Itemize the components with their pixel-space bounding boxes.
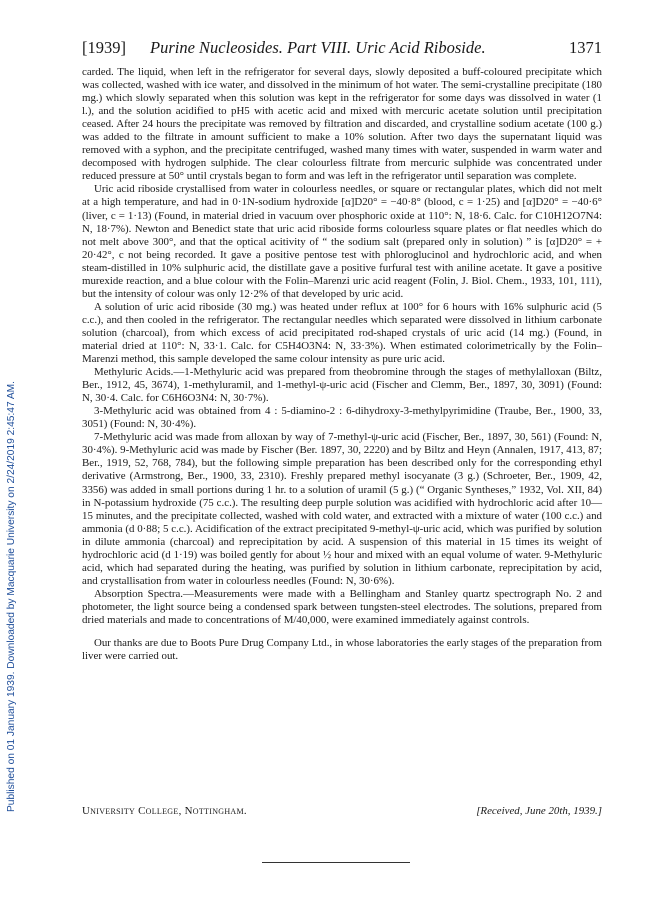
received-date: [Received, June 20th, 1939.] — [476, 805, 602, 817]
page-number: 1371 — [569, 38, 602, 57]
paragraph-3-methyluric: 3-Methyluric acid was obtained from 4 : 5-diamino-2 : 6-dihydroxy-3-methylpyrimidine (Traube, Ber., 1900, 33, 3051) (Found: N, 30·4%). — [82, 405, 602, 431]
paragraph-methyluric-acids: Methyluric Acids.—1-Methyluric acid was prepared from theobromine through the stages of methylalloxan (Biltz, Ber., 1912, 45, 3674), 1-methyluramil, and 1-methyl-ψ-uric acid (Fischer and Clemm, Ber., 1897, 30, 3091) (Found: N, 30·4. Calc. for C6H6O3N4: N, 30·7%). — [82, 366, 602, 405]
running-header — [82, 38, 602, 62]
paragraph-hydrolysis: A solution of uric acid riboside (30 mg.) was heated under reflux at 100° for 6 hours with 16% sulphuric acid (5 c.c.), and then cooled in the refrigerator. The rectangular needles which separated were dissolved in lithium carbonate solution (charcoal), from which excess of acid precipitated rod-shaped crystals of uric acid (14 mg.) (Found, in material dried at 110°: N, 33·1. Calc. for C5H4O3N4: N, 33·3%). When estimated colorimetrically by the Folin–Marenzi method, this sample developed the same colour intensity as pure uric acid. — [82, 300, 602, 366]
end-rule — [262, 862, 410, 863]
article-footer — [82, 805, 602, 821]
paragraph-absorption-spectra: Absorption Spectra.—Measurements were made with a Bellingham and Stanley quartz spectrograph No. 2 and photometer, the light source being a condensed spark between tungsten-steel electrodes. The solutions, prepared from dried materials and made to concentrations of M/40,000, were examined immediately against controls. — [82, 587, 602, 626]
download-watermark: Published on 01 January 1939. Downloaded by Macquarie University on 2/24/2019 2:45:47 AM. — [6, 381, 17, 812]
paragraph-acknowledgement: Our thanks are due to Boots Pure Drug Company Ltd., in whose laboratories the early stages of the preparation from liver were carried out. — [82, 637, 602, 663]
paragraph-7-9-methyluric: 7-Methyluric acid was made from alloxan by way of 7-methyl-ψ-uric acid (Fischer, Ber., 1897, 30, 561) (Found: N, 30·4%). 9-Methyluric acid was made by Fischer (Ber. 1897, 30, 2220) and by Biltz and Heyn (Annalen, 1917, 413, 87; Ber., 1919, 52, 768, 784), but the following simple preparation has been described only for the corresponding ethyl derivative (Armstrong, Ber., 1900, 33, 2310). Freshly prepared methyl isocyanate (3 g.) (Schroeter, Ber., 1909, 42, 3356) was added in small portions during 1 hr. to a solution of uramil (5 g.) (“ Organic Syntheses,” 1932, Vol. XII, 84) in N-potassium hydroxide (75 c.c.). The resulting deep purple solution was acidified with hydrochloric acid after 10—15 minutes, and the precipitate collected, washed with cold water, and extracted with a mixture of water (100 c.c.) and ammonia (d 0·88; 5 c.c.). Acidification of the extract precipitated 9-methyl-ψ-uric acid, which was purified by solution in dilute ammonia (charcoal) and reprecipitation by acid. A suspension of this material in 15 times its weight of hydrochloric acid (d 1·19) was boiled gently for about ½ hour and mixed with an equal volume of water. 9-Methyluric acid, which had separated during the heating, was purified by solution in lithium carbonate, reprecipitation by acid, and crystallisation from water in colourless needles (Found: N, 30·6%). — [82, 431, 602, 587]
article-body — [82, 66, 602, 663]
header-year: [1939] — [82, 38, 126, 57]
paragraph-precipitation: carded. The liquid, when left in the refrigerator for several days, slowly deposited a buff-coloured precipitate which was collected, washed with ice water, and dissolved in the minimum of hot water. The semi-crystalline precipitate (180 mg.) which slowly separated when this solution was kept in the refrigerator for some days was dissolved in water (1 l.), and the solution acidified to pH5 with acetic acid and mixed with mercuric acetate solution until precipitation ceased. After 24 hours the precipitate was removed by filtration and discarded, and crystalline sodium acetate (100 g.) was added to the filtrate in amount sufficient to make a 10% solution. After two days the supernatant liquid was removed with a syphon, and the precipitate centrifuged, washed many times with water, suspended in warm water and decomposed with hydrogen sulphide. The clear colourless filtrate from mercuric sulphide was concentrated under reduced pressure at 50° until crystals began to form and was left in the refrigerator until separation was complete. — [82, 66, 602, 183]
paragraph-crystallisation: Uric acid riboside crystallised from water in colourless needles, or square or rectangular plates, which did not melt at a high temperature, and had in 0·1N-sodium hydroxide [α]D20° = −40·8° (blood, c = 1·25) and [α]D20° = −40·6° (liver, c = 1·13) (Found, in material dried in vacuum over phosphoric oxide at 110°: N, 18·6. Calc. for C10H12O7N4: N, 18·7%). Newton and Benedict state that uric acid riboside forms colourless square plates or flat needles which do not melt above 300°, and that the optical acitivity of “ the sodium salt (prepared only in solution) ” is [α]D20° = + 20·42°, c not being recorded. It gave a positive pentose test with phloroglucinol and hydrochloric acid, and when steam-distilled in 10% sulphuric acid, the distillate gave a positive furfural test with aniline acetate. It gave a positive murexide reaction, and a blue colour with the Folin–Marenzi uric acid reagent (Folin, J. Biol. Chem., 1933, 101, 111), but the intensity of colour was only 12·2% of that developed by uric acid. — [82, 183, 602, 300]
affiliation: University College, Nottingham. — [82, 805, 247, 817]
header-title: Purine Nucleosides. Part VIII. Uric Acid Riboside. — [150, 38, 486, 57]
